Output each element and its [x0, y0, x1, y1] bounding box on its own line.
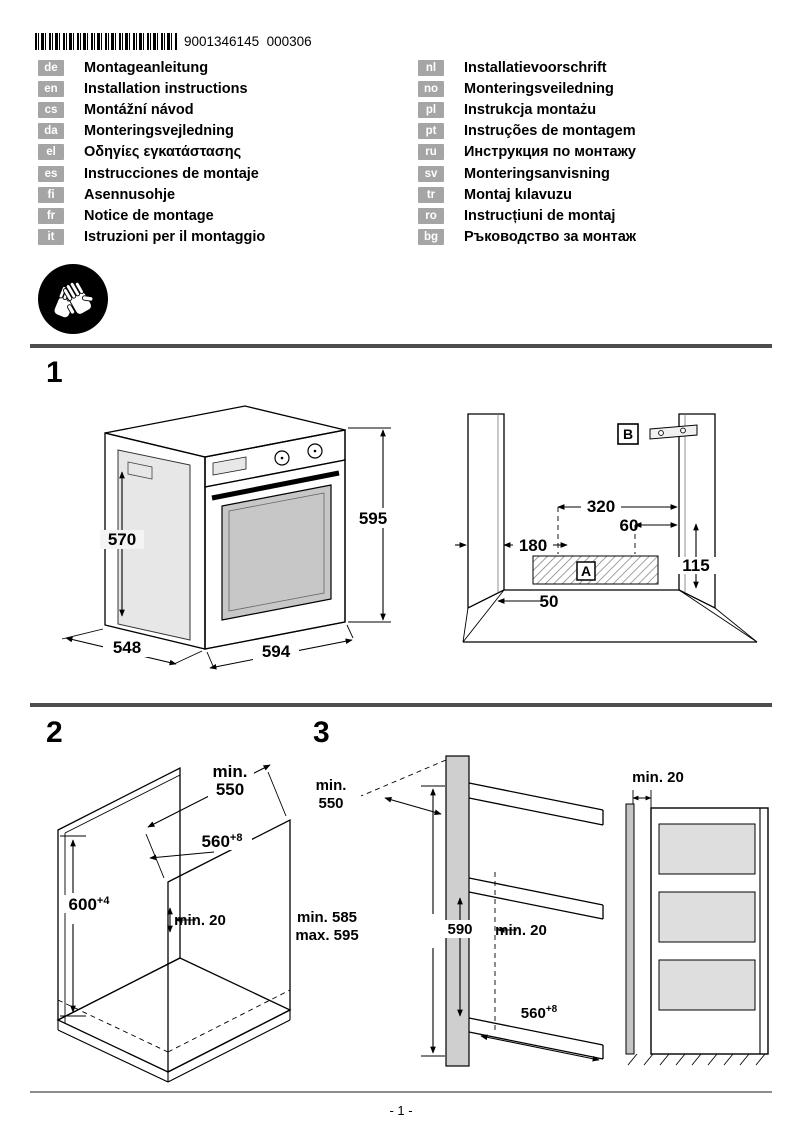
language-row	[418, 57, 636, 78]
dim-180-label: 180	[518, 536, 548, 555]
language-row	[418, 184, 636, 205]
language-row	[418, 99, 636, 120]
language-title: Notice de montage	[84, 207, 214, 224]
dim-width-tolerance: +8	[545, 1004, 558, 1015]
language-code-badge: pl	[418, 102, 444, 118]
language-row	[38, 57, 265, 78]
niche-floor	[463, 590, 757, 642]
language-title: Instrukcja montażu	[464, 101, 597, 118]
language-title: Montageanleitung	[84, 59, 209, 76]
side-view-structure	[626, 804, 768, 1065]
language-title: Instrucțiuni de montaj	[464, 207, 616, 224]
language-title: Instrucciones de montaje	[84, 165, 259, 182]
compartment	[659, 892, 755, 942]
dimension-rear-gap	[495, 922, 547, 939]
dim-height-max-label: max. 595	[295, 927, 359, 944]
dim-height-tolerance: +4	[96, 895, 110, 907]
language-title: Montážní návod	[84, 101, 194, 118]
dim-depth-value-label: 550	[215, 780, 245, 799]
language-row	[38, 184, 265, 205]
figure-1-niche-drawing	[455, 402, 770, 680]
language-row	[418, 78, 636, 99]
control-knobs	[275, 444, 322, 465]
language-row	[38, 78, 265, 99]
dim-inner-height-label: 570	[107, 530, 137, 549]
dim-depth-value-label: 550	[318, 795, 344, 812]
page-number: - 1 -	[389, 1103, 413, 1118]
language-list-right	[418, 57, 636, 248]
barcode	[35, 33, 312, 50]
dimension-vent-gap	[170, 908, 226, 932]
dim-width-value: 560	[201, 832, 230, 851]
dim-vent-gap-label: min. 20	[174, 912, 226, 929]
compartment	[659, 960, 755, 1010]
mounting-rail	[650, 425, 697, 439]
dim-width-value: 560	[520, 1005, 546, 1022]
dimension-oven-width-594	[207, 625, 353, 668]
dim-60-label: 60	[619, 516, 639, 535]
figure-3-number: 3	[313, 716, 330, 749]
dimension-width-560	[150, 832, 252, 858]
figure-1-oven-drawing	[50, 392, 395, 687]
dim-height-min-label: min. 585	[296, 909, 358, 926]
section-divider	[30, 344, 772, 348]
language-title: Istruzioni per il montaggio	[84, 229, 266, 246]
language-row	[418, 121, 636, 142]
figure-3-wall-clearance-drawing	[618, 762, 783, 1067]
section-divider	[30, 703, 772, 707]
language-title: Installatievoorschrift	[464, 59, 607, 76]
language-row	[38, 205, 265, 226]
protective-gloves-icon	[36, 262, 110, 341]
language-code-badge: es	[38, 166, 64, 182]
display-window	[213, 457, 246, 475]
language-code-badge: en	[38, 81, 64, 97]
compartment	[659, 824, 755, 874]
wall	[626, 804, 634, 1054]
language-code-badge: tr	[418, 187, 444, 203]
language-code-badge: bg	[418, 229, 444, 245]
dim-height-value: 600	[68, 895, 97, 914]
language-row	[418, 142, 636, 163]
figure-2-cabinet-drawing	[28, 748, 313, 1083]
dim-rear-gap-label: min. 20	[495, 922, 547, 939]
barcode-number: 9001346145 000306	[184, 34, 312, 49]
language-code-badge: it	[38, 229, 64, 245]
dim-depth-label: 548	[112, 638, 142, 657]
language-title: Инструкция по монтажу	[464, 144, 636, 161]
language-code-badge: de	[38, 60, 64, 76]
language-code-badge: no	[418, 81, 444, 97]
language-code-badge: da	[38, 123, 64, 139]
dimension-oven-height-595	[348, 428, 391, 622]
language-title: Installation instructions	[84, 80, 248, 97]
dimension-60	[620, 516, 677, 554]
dim-320-label: 320	[586, 497, 616, 516]
language-title: Monteringsvejledning	[84, 123, 234, 140]
language-code-badge: cs	[38, 102, 64, 118]
language-code-badge: fr	[38, 208, 64, 224]
dimension-50	[498, 592, 558, 611]
barcode-image	[35, 33, 177, 50]
dim-width-label: 594	[261, 642, 291, 661]
ground-hatching	[628, 1054, 765, 1065]
language-code-badge: pt	[418, 123, 444, 139]
dim-depth-min-label: min.	[212, 762, 248, 781]
dim-width-tolerance: +8	[229, 832, 243, 844]
top-shelf	[469, 783, 603, 825]
language-code-badge: ru	[418, 144, 444, 160]
language-row	[418, 227, 636, 248]
language-code-badge: ro	[418, 208, 444, 224]
figure-1-number: 1	[46, 356, 63, 389]
dimension-115	[676, 524, 716, 588]
shelf-area-a	[533, 556, 658, 584]
dim-115-label: 115	[682, 556, 710, 575]
language-row	[38, 163, 265, 184]
niche-bottom-shelf	[469, 1018, 603, 1059]
language-title: Montaj kılavuzu	[464, 186, 572, 203]
dimension-column-height	[295, 786, 445, 1056]
figure-2-number: 2	[46, 716, 63, 749]
language-title: Monteringsanvisning	[464, 165, 610, 182]
language-row	[418, 163, 636, 184]
dimension-height-600	[60, 836, 117, 1016]
dim-depth-min-label: min.	[315, 777, 347, 794]
language-title: Ръководство за монтаж	[464, 229, 637, 246]
dim-niche-height-label: 590	[447, 921, 473, 938]
dimension-180	[455, 536, 567, 555]
language-title: Asennusohje	[84, 186, 176, 203]
language-title: Monteringsveiledning	[464, 80, 614, 97]
language-row	[418, 205, 636, 226]
oven-body	[105, 406, 345, 649]
language-title: Instruções de montagem	[464, 123, 636, 140]
footer-divider	[30, 1091, 772, 1093]
dim-height-label: 595	[358, 509, 388, 528]
dim-50-label: 50	[539, 592, 559, 611]
figure-3-column-section-drawing	[295, 748, 618, 1083]
language-row	[38, 99, 265, 120]
language-code-badge: fi	[38, 187, 64, 203]
marker-b-label: B	[622, 426, 634, 442]
dimension-depth-min550	[316, 777, 441, 814]
marker-a-label: A	[580, 563, 592, 579]
language-code-badge: sv	[418, 166, 444, 182]
language-row	[38, 227, 265, 248]
language-row	[38, 142, 265, 163]
door-glass	[222, 485, 331, 620]
plinth	[58, 1010, 290, 1082]
niche-top-shelf	[469, 878, 603, 919]
dim-wall-gap-label: min. 20	[632, 769, 684, 786]
language-code-badge: nl	[418, 60, 444, 76]
dimension-depth-min550	[146, 762, 286, 878]
dimension-wall-gap	[632, 769, 684, 808]
language-row	[38, 121, 265, 142]
language-code-badge: el	[38, 144, 64, 160]
language-list-left	[38, 57, 265, 248]
language-title: Οδηγίες εγκατάστασης	[84, 144, 242, 161]
